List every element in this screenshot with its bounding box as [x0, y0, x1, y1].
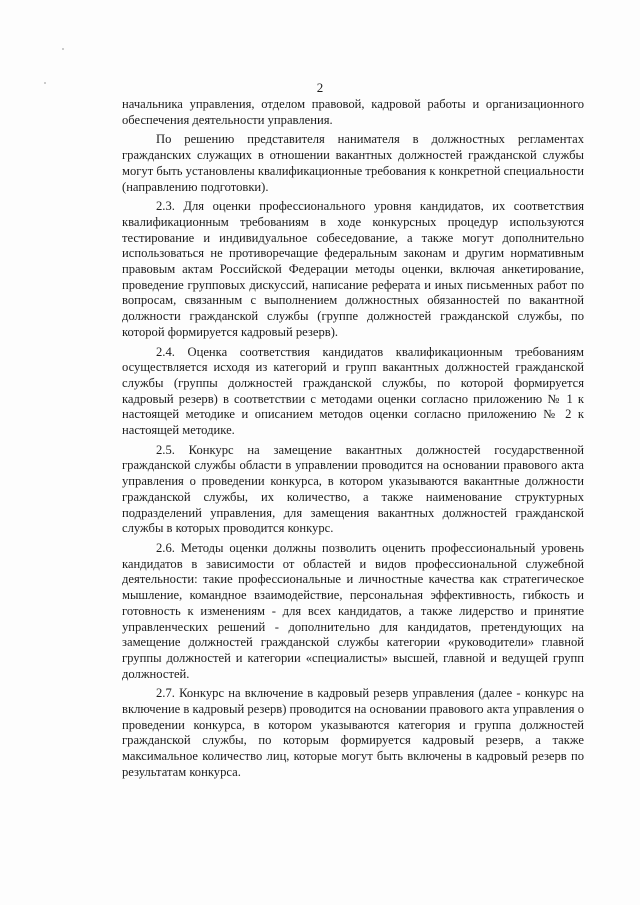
- paragraph-2-5: 2.5. Конкурс на замещение вакантных должностей государственной гражданской службы области в управлении проводится на основании правового акта управления о проведении конкурса, в котором указываются вакантные должности гражданской службы, их количество, а также наименование структурных подразделений управления, для замещения вакантных должностей гражданской службы в которых проводится конкурс.: [122, 442, 584, 536]
- paragraph-continuation: начальника управления, отделом правовой, кадровой работы и организационного обеспечения деятельности управления.: [122, 97, 584, 127]
- paragraph-qualification-requirements: По решению представителя нанимателя в должностных регламентах гражданских служащих в отношении вакантных должностей гражданской службы могут быть установлены квалификационные требования к конкретной специальности (направлению подготовки).: [122, 132, 584, 194]
- document-body: [122, 97, 584, 785]
- scan-speck: [62, 48, 64, 50]
- page-number: 2: [316, 80, 324, 95]
- paragraph-2-3: 2.3. Для оценки профессионального уровня кандидатов, их соответствия квалификационным требованиям в ходе конкурсных процедур используются тестирование и индивидуальное собеседование, а также могут дополнительно использоваться не противоречащие федеральным законам и другим нормативным правовым актам Российской Федерации методы оценки, включая анкетирование, проведение групповых дискуссий, написание реферата и иных письменных работ по вопросам, связанным с выполнением должностных обязанностей по вакантной должности гражданской службы (группе должностей гражданской службы, по которой формируется кадровый резерв).: [122, 199, 584, 339]
- paragraph-2-6: 2.6. Методы оценки должны позволить оценить профессиональный уровень кандидатов в зависимости от областей и видов профессиональной служебной деятельности: такие профессиональные и личностные качества как стратегическое мышление, командное взаимодействие, персональная эффективность, гибкость и готовность к изменениям - для всех кандидатов, а также лидерство и принятие управленческих решений - дополнительно для кандидатов, претендующих на замещение должностей гражданской службы категории «руководители» главной группы должностей и категории «специалисты» высшей, главной и ведущей групп должностей.: [122, 540, 584, 681]
- paragraph-2-4: 2.4. Оценка соответствия кандидатов квалификационным требованиям осуществляется исходя из категорий и групп вакантных должностей гражданской службы (группы должностей гражданской службы, по которой формируется кадровый резерв) в соответствии с методами оценки согласно приложению № 1 к настоящей методике и описанием методов оценки согласно приложению № 2 к настоящей методике.: [122, 344, 584, 438]
- paragraph-2-7: 2.7. Конкурс на включение в кадровый резерв управления (далее - конкурс на включение в кадровый резерв) проводится на основании правового акта управления о проведении конкурса, в котором указываются категория и группа должностей гражданской службы, по которым формируется кадровый резерв, а также максимальное количество лиц, которые могут быть включены в кадровый резерв по результатам конкурса.: [122, 686, 584, 779]
